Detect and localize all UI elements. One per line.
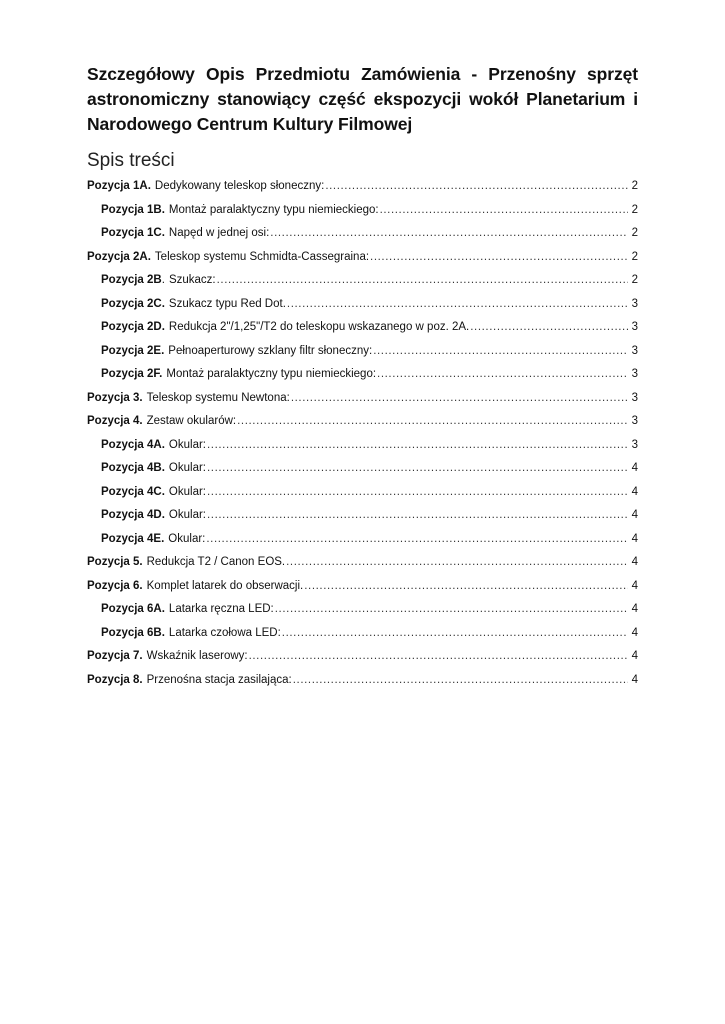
toc-entry[interactable] <box>87 200 638 224</box>
toc-entry-page-number: 4 <box>631 603 638 615</box>
toc-entry-page-number: 4 <box>631 485 638 498</box>
toc-entry-number: Pozycja 3. <box>87 391 143 404</box>
toc-entry-number: Pozycja 4. <box>87 415 143 427</box>
toc-entry-title: Teleskop systemu Newtona: <box>146 391 290 404</box>
toc-entry-number: Pozycja 1B. <box>101 203 165 216</box>
toc-entry-title: Latarka czołowa LED: <box>168 626 281 639</box>
toc-entry-number: Pozycja 4C. <box>101 485 165 498</box>
toc-entry[interactable] <box>87 341 638 365</box>
toc-dot-leader <box>293 670 628 690</box>
toc-entry-title: Okular: <box>168 509 206 521</box>
toc-heading: Spis treści <box>87 150 175 171</box>
toc-dot-leader <box>217 270 628 290</box>
toc-entry-title: Szukacz typu Red Dot. <box>168 297 286 310</box>
toc-entry-page-number: 3 <box>631 368 638 380</box>
toc-entry-title: Szukacz: <box>168 274 216 286</box>
toc-entry-page-number: 4 <box>631 556 638 568</box>
toc-entry-title: Latarka ręczna LED: <box>168 603 274 615</box>
toc-entry[interactable] <box>87 388 638 412</box>
toc-entry[interactable] <box>87 176 638 200</box>
toc-entry-number: Pozycja 1A. <box>87 180 151 192</box>
toc-entry-page-number: 4 <box>631 579 638 592</box>
toc-entry[interactable] <box>87 435 638 459</box>
toc-entry-page-number: 4 <box>631 532 638 545</box>
toc-entry[interactable] <box>87 529 638 553</box>
toc-entry-page-number: 4 <box>631 626 638 639</box>
toc-entry-title: Montaż paralaktyczny typu niemieckiego: <box>166 368 377 380</box>
toc-dot-leader <box>270 223 628 243</box>
toc-entry-title: Okular: <box>168 485 206 498</box>
toc-entry-number: Pozycja 1C. <box>101 227 165 239</box>
toc-entry-number: Pozycja 5. <box>87 556 143 568</box>
toc-entry[interactable] <box>87 317 638 341</box>
toc-entry-title: Montaż paralaktyczny typu niemieckiego: <box>168 203 379 216</box>
toc-entry-page-number: 4 <box>631 673 638 686</box>
toc-entry-page-number: 2 <box>631 227 638 239</box>
toc-entry[interactable] <box>87 270 638 294</box>
toc-entry-title: Pełnoaperturowy szklany filtr słoneczny: <box>168 344 373 357</box>
toc-entry[interactable] <box>87 623 638 647</box>
toc-entry-page-number: 2 <box>631 250 638 263</box>
toc-entry[interactable] <box>87 482 638 506</box>
toc-entry[interactable] <box>87 247 638 271</box>
toc-entry-number: Pozycja 4A. <box>101 438 165 451</box>
toc-entry-title: Dedykowany teleskop słoneczny: <box>154 180 325 192</box>
toc-entry-page-number: 2 <box>631 274 638 286</box>
toc-entry-page-number: 3 <box>631 438 638 451</box>
toc-dot-leader <box>207 458 628 478</box>
toc-dot-leader <box>275 599 628 619</box>
toc-entry-number: Pozycja 4B. <box>101 462 165 474</box>
toc-dot-leader <box>286 552 628 572</box>
toc-entry-number: Pozycja 4D. <box>101 509 165 521</box>
toc-entry-title: Zestaw okularów: <box>146 415 237 427</box>
toc-entry-page-number: 4 <box>631 462 638 474</box>
toc-entry-number: Pozycja 2A. <box>87 250 151 263</box>
toc-dot-leader <box>207 482 628 502</box>
toc-entry[interactable] <box>87 646 638 670</box>
toc-entry[interactable] <box>87 411 638 435</box>
toc-entry-number: Pozycja 4E. <box>101 532 165 545</box>
toc-entry-number: Pozycja 2B <box>101 274 162 286</box>
toc-entry-title: Okular: <box>168 438 206 451</box>
toc-entry-number: Pozycja 7. <box>87 650 143 662</box>
toc-dot-leader <box>304 576 628 596</box>
toc-entry-title: Komplet latarek do obserwacji. <box>146 579 304 592</box>
table-of-contents <box>87 176 638 693</box>
toc-dot-leader <box>380 200 628 220</box>
toc-entry[interactable] <box>87 294 638 318</box>
toc-entry-page-number: 3 <box>631 415 638 427</box>
toc-entry-page-number: 3 <box>631 297 638 310</box>
toc-entry-title: Redukcja T2 / Canon EOS. <box>146 556 286 568</box>
toc-entry-title: Wskaźnik laserowy: <box>146 650 248 662</box>
toc-dot-leader <box>237 411 628 431</box>
toc-entry[interactable] <box>87 458 638 482</box>
toc-entry-title: Okular: <box>168 532 206 545</box>
toc-entry-page-number: 4 <box>631 650 638 662</box>
toc-entry-number: Pozycja 6B. <box>101 626 165 639</box>
toc-entry-separator: . <box>161 274 165 286</box>
toc-entry[interactable] <box>87 552 638 576</box>
toc-dot-leader <box>470 317 628 337</box>
toc-entry-number: Pozycja 6. <box>87 579 143 592</box>
toc-entry-title: Przenośna stacja zasilająca: <box>146 673 292 686</box>
toc-entry-page-number: 4 <box>631 509 638 521</box>
toc-entry-number: Pozycja 2D. <box>101 321 165 333</box>
toc-dot-leader <box>370 247 628 267</box>
toc-entry[interactable] <box>87 599 638 623</box>
toc-dot-leader <box>373 341 628 361</box>
toc-dot-leader <box>207 505 628 525</box>
toc-dot-leader <box>325 176 628 196</box>
toc-entry-number: Pozycja 8. <box>87 673 143 686</box>
toc-entry[interactable] <box>87 670 638 694</box>
toc-entry-number: Pozycja 2E. <box>101 344 165 357</box>
toc-entry-number: Pozycja 2C. <box>101 297 165 310</box>
toc-entry-title: Okular: <box>168 462 206 474</box>
toc-entry[interactable] <box>87 364 638 388</box>
toc-dot-leader <box>282 623 628 643</box>
toc-dot-leader <box>291 388 628 408</box>
toc-entry-number: Pozycja 6A. <box>101 603 165 615</box>
toc-dot-leader <box>377 364 628 384</box>
toc-dot-leader <box>206 529 628 549</box>
toc-entry-title: Napęd w jednej osi: <box>168 227 270 239</box>
toc-dot-leader <box>207 435 628 455</box>
toc-entry-page-number: 2 <box>631 180 638 192</box>
toc-entry-title: Redukcja 2"/1,25"/T2 do teleskopu wskazanego w poz. 2A. <box>168 321 470 333</box>
toc-entry-title: Teleskop systemu Schmidta-Cassegraina: <box>154 250 370 263</box>
toc-dot-leader <box>287 294 628 314</box>
toc-dot-leader <box>249 646 628 666</box>
toc-entry-number: Pozycja 2F. <box>101 368 163 380</box>
toc-entry-page-number: 3 <box>631 391 638 404</box>
document-title: Szczegółowy Opis Przedmiotu Zamówienia - Przenośny sprzęt astronomiczny stanowiący część ekspozycji wokół Planetarium i Narodowego Centrum Kultury Filmowej <box>87 64 638 134</box>
toc-entry-page-number: 3 <box>631 321 638 333</box>
toc-entry[interactable] <box>87 505 638 529</box>
toc-entry[interactable] <box>87 223 638 247</box>
toc-entry-page-number: 3 <box>631 344 638 357</box>
toc-entry[interactable] <box>87 576 638 600</box>
toc-entry-page-number: 2 <box>631 203 638 216</box>
